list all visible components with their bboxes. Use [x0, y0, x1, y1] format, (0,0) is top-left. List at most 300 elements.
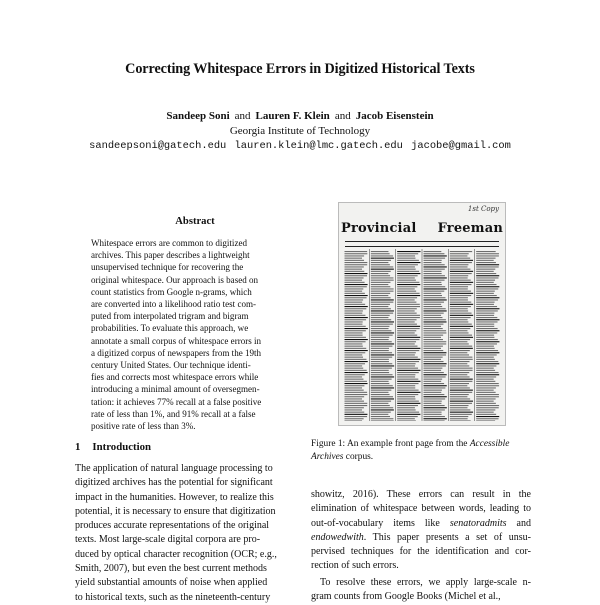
text-line: [345, 291, 363, 292]
text-line: [371, 365, 394, 366]
text-line: [476, 286, 499, 287]
text-line: [397, 297, 417, 298]
text-line: [424, 337, 442, 338]
body-line: to historical texts, such as the nineteenth-century: [75, 591, 271, 603]
text-line: [450, 348, 473, 349]
text-line: [371, 286, 391, 287]
text-line: [371, 387, 394, 388]
text-line: [397, 293, 419, 294]
text-line: [345, 383, 368, 384]
text-line: [345, 308, 367, 309]
text-line: [345, 275, 368, 276]
text-line: [371, 266, 393, 267]
text-line: [476, 280, 495, 281]
text-line: [476, 321, 497, 322]
text-line: [424, 326, 442, 327]
text-line: [371, 288, 394, 289]
text-line: [476, 352, 499, 353]
text-line: [424, 282, 442, 283]
text-line: [345, 401, 364, 402]
text-line: [397, 275, 417, 276]
text-line: [476, 339, 498, 340]
abstract-line: introducing a minimal amount of oversegmen-: [91, 384, 260, 395]
abstract-line: Whitespace errors are common to digitized: [91, 238, 247, 248]
text-line: [450, 379, 473, 380]
text-line: [476, 398, 495, 399]
text-line: [476, 379, 494, 380]
text-line: [397, 407, 415, 408]
text-line: [424, 319, 446, 320]
text-line: [345, 282, 365, 283]
text-line: [371, 264, 390, 265]
text-line: [424, 306, 443, 307]
text-line: [450, 310, 468, 311]
text-line: [371, 255, 393, 256]
body-line: Smith, 2007), but even the best current methods: [75, 563, 267, 575]
text-line: [397, 392, 420, 393]
text-line: [424, 357, 443, 358]
text-line: [476, 416, 499, 417]
text-line: [371, 357, 392, 358]
abstract-body: [91, 237, 291, 432]
text-line: [397, 337, 420, 338]
text-line: [345, 304, 366, 305]
text-line: [450, 352, 468, 353]
text-line: [476, 376, 496, 377]
text-line: [424, 341, 447, 342]
text-line: [450, 293, 473, 294]
section-title: Introduction: [92, 441, 152, 453]
text-line: [397, 328, 420, 329]
text-line: [476, 299, 498, 300]
text-line: [345, 335, 363, 336]
text-line: [476, 324, 494, 325]
abstract-line: rate of less than 1%, and 91% recall at a false: [91, 408, 256, 419]
text-line: [450, 297, 468, 298]
text-line: [371, 269, 394, 270]
text-line: [397, 409, 415, 410]
text-line: [345, 288, 364, 289]
text-line: [476, 414, 496, 415]
text-line: [371, 376, 394, 377]
text-line: [476, 326, 494, 327]
text-line: [476, 335, 494, 336]
text-line: [345, 370, 367, 371]
body-line: elimination of whitespace between words, leading: [311, 503, 520, 515]
text-line: [371, 313, 393, 314]
text-line: [450, 299, 468, 300]
text-line: [397, 339, 419, 340]
text-line: [424, 269, 445, 270]
body-line: To resolve these errors, we apply large-scale n-: [320, 576, 531, 588]
text-line: [371, 275, 390, 276]
text-line: [476, 401, 494, 402]
text-line: [397, 271, 419, 272]
text-line: [371, 306, 389, 307]
text-line: [371, 350, 389, 351]
body-line: . This paper presents a set of unsu-: [363, 531, 531, 543]
text-line: [476, 418, 498, 419]
text-line: [476, 293, 494, 294]
text-line: [397, 315, 420, 316]
text-line: [450, 385, 468, 386]
text-line: [371, 280, 394, 281]
text-line: [424, 394, 445, 395]
text-line: [371, 346, 393, 347]
text-line: [345, 361, 368, 362]
text-line: [450, 387, 470, 388]
text-line: [476, 409, 495, 410]
text-line: [397, 418, 415, 419]
text-line: [476, 264, 499, 265]
text-line: [345, 280, 363, 281]
text-line: [371, 343, 394, 344]
text-line: [397, 304, 420, 305]
text-line: [450, 295, 471, 296]
text-line: [424, 405, 445, 406]
text-line: [345, 352, 366, 353]
author-separator: and: [234, 110, 251, 122]
text-line: [397, 295, 420, 296]
text-line: [476, 284, 496, 285]
text-line: [424, 381, 442, 382]
text-line: [371, 383, 389, 384]
text-line: [476, 385, 499, 386]
text-line: [424, 321, 447, 322]
text-line: [397, 324, 417, 325]
author-emails: sandeepsoni@gatech.edu lauren.klein@lmc.gatech.edu jacobe@gmail.com: [89, 140, 511, 152]
text-line: [345, 324, 363, 325]
text-line: [345, 407, 364, 408]
text-line: [424, 412, 442, 413]
text-line: [371, 412, 391, 413]
newspaper-figure: [338, 202, 506, 426]
text-line: [450, 363, 468, 364]
text-line: [397, 370, 420, 371]
text-line: [450, 328, 471, 329]
text-line: [397, 390, 418, 391]
text-line: [424, 308, 446, 309]
text-line: [345, 306, 368, 307]
text-line: [450, 317, 471, 318]
text-line: [450, 354, 469, 355]
text-line: [450, 418, 468, 419]
text-line: [424, 379, 443, 380]
text-line: [476, 370, 495, 371]
text-line: [476, 368, 494, 369]
text-line: [397, 368, 418, 369]
text-line: [371, 302, 394, 303]
paragraph: [311, 488, 531, 574]
text-line: [371, 409, 394, 410]
text-line: [345, 317, 368, 318]
text-line: [476, 337, 494, 338]
text-line: [397, 359, 420, 360]
text-line: [345, 260, 365, 261]
text-line: [345, 339, 368, 340]
text-line: [476, 297, 499, 298]
text-line: [476, 383, 499, 384]
text-line: [424, 330, 447, 331]
text-line: [476, 330, 499, 331]
text-line: [345, 341, 366, 342]
body-line: The application of natural language processing to: [75, 463, 273, 474]
text-line: [345, 392, 368, 393]
text-line: [345, 310, 363, 311]
text-line: [424, 339, 443, 340]
text-line: [345, 379, 364, 380]
paper-title: Correcting Whitespace Errors in Digitized Historical Texts: [125, 61, 475, 77]
text-line: [397, 343, 415, 344]
text-line: [345, 255, 365, 256]
text-line: [424, 332, 447, 333]
text-line: [450, 277, 468, 278]
text-line: [424, 275, 445, 276]
text-line: [371, 304, 390, 305]
text-line: [424, 264, 445, 265]
text-line: [371, 271, 391, 272]
text-line: [397, 284, 420, 285]
text-line: [371, 390, 392, 391]
text-line: [476, 332, 497, 333]
text-line: [345, 302, 363, 303]
text-line: [371, 396, 393, 397]
text-line: [450, 337, 473, 338]
text-line: [424, 271, 442, 272]
text-line: [371, 372, 389, 373]
text-line: [397, 266, 415, 267]
text-line: [450, 251, 472, 252]
body-line: digitized archives has the potential for significant: [75, 477, 273, 489]
text-line: [397, 332, 415, 333]
example-term: endowedwith: [311, 531, 364, 543]
text-line: [424, 414, 442, 415]
text-line: [345, 374, 365, 375]
text-line: [371, 405, 390, 406]
text-line: [345, 295, 368, 296]
text-line: [476, 251, 495, 252]
abstract-line: count statistics from Google n-grams, which: [91, 286, 252, 297]
text-line: [371, 368, 392, 369]
text-line: [397, 291, 416, 292]
text-line: [397, 255, 415, 256]
text-line: [450, 396, 468, 397]
text-line: [424, 343, 447, 344]
body-line: gram counts from Google Books (Michel et al.,: [311, 591, 501, 603]
text-line: [397, 319, 416, 320]
masthead-right: Freeman: [437, 220, 503, 236]
text-line: [450, 407, 468, 408]
text-line: [345, 251, 368, 252]
text-line: [450, 374, 468, 375]
text-line: [345, 416, 368, 417]
text-line: [345, 319, 367, 320]
text-line: [424, 253, 445, 254]
text-line: [397, 310, 415, 311]
text-line: [371, 251, 389, 252]
body-line: duced by optical character recognition (OCR; e.g.,: [75, 548, 277, 560]
text-line: [476, 255, 499, 256]
text-line: [450, 313, 472, 314]
text-line: [450, 341, 468, 342]
text-line: [450, 262, 472, 263]
caption-suffix: corpus.: [343, 451, 374, 462]
author-list: [0, 110, 600, 122]
text-line: [450, 370, 473, 371]
text-line: [450, 398, 470, 399]
text-line: [450, 266, 468, 267]
text-line: [345, 266, 364, 267]
text-line: [450, 339, 470, 340]
text-line: [397, 286, 417, 287]
text-line: [397, 251, 420, 252]
text-line: [424, 260, 442, 261]
text-line: [476, 346, 494, 347]
text-line: [371, 420, 394, 421]
text-line: [424, 370, 442, 371]
text-line: [424, 418, 447, 419]
text-line: [424, 420, 445, 421]
text-line: [424, 387, 446, 388]
newspaper-columns: [343, 249, 501, 421]
text-line: [371, 317, 389, 318]
author-name: Sandeep Soni: [166, 110, 230, 122]
text-line: [450, 275, 468, 276]
abstract-line: are converted into a likelihood ratio test com-: [91, 299, 257, 310]
text-line: [371, 354, 394, 355]
newspaper-text-lines: [345, 249, 500, 421]
text-line: [476, 328, 497, 329]
text-line: [424, 288, 447, 289]
text-line: [345, 418, 364, 419]
text-line: [397, 376, 415, 377]
text-line: [371, 319, 391, 320]
text-line: [345, 269, 363, 270]
text-line: [397, 405, 418, 406]
text-line: [371, 414, 389, 415]
text-line: [424, 280, 445, 281]
text-line: [450, 420, 471, 421]
text-line: [397, 346, 417, 347]
text-line: [345, 258, 363, 259]
text-line: [476, 394, 499, 395]
text-line: [450, 284, 472, 285]
text-line: [476, 420, 495, 421]
text-line: [345, 387, 363, 388]
text-line: [345, 328, 368, 329]
body-line: impact in the humanities. However, to realize this: [75, 491, 274, 503]
body-line: pervised techniques for the identification and cor-: [311, 546, 531, 558]
text-line: [345, 277, 364, 278]
author-separator: and: [334, 110, 351, 122]
text-line: [397, 381, 420, 382]
body-line: yield substantial amounts of noise when applied: [75, 577, 268, 589]
text-line: [476, 343, 497, 344]
text-line: [476, 392, 495, 393]
text-line: [397, 269, 416, 270]
text-line: [397, 354, 415, 355]
text-line: [397, 361, 419, 362]
text-line: [345, 293, 365, 294]
text-line: [424, 383, 445, 384]
abstract-line: annotate a small corpus of whitespace errors in: [91, 335, 262, 346]
text-line: [371, 381, 389, 382]
text-line: [397, 335, 417, 336]
masthead-left: Provincial: [341, 220, 417, 236]
text-line: [424, 346, 443, 347]
text-line: [371, 284, 389, 285]
text-line: [345, 398, 363, 399]
text-line: [424, 407, 447, 408]
text-line: [345, 262, 368, 263]
text-line: [424, 273, 442, 274]
text-line: [450, 273, 472, 274]
text-line: [450, 376, 470, 377]
text-line: [424, 403, 442, 404]
text-line: [397, 365, 415, 366]
body-line: rection of such errors.: [311, 560, 399, 572]
text-line: [476, 412, 494, 413]
text-line: [345, 284, 368, 285]
text-line: [371, 337, 389, 338]
text-line: [476, 403, 496, 404]
text-line: [345, 354, 363, 355]
text-line: [371, 295, 389, 296]
text-line: [476, 291, 495, 292]
text-line: [476, 288, 498, 289]
text-line: [424, 262, 442, 263]
text-line: [476, 407, 499, 408]
text-line: [450, 269, 471, 270]
text-line: [371, 370, 389, 371]
text-line: [371, 339, 389, 340]
text-line: [450, 258, 470, 259]
text-line: [450, 255, 468, 256]
text-line: [424, 324, 444, 325]
text-line: [424, 390, 442, 391]
text-line: [450, 401, 473, 402]
text-line: [345, 372, 368, 373]
text-line: [424, 284, 442, 285]
text-line: [397, 277, 415, 278]
text-line: [450, 306, 471, 307]
text-line: [424, 251, 442, 252]
body-line: potential, it is necessary to ensure that digitization: [75, 505, 276, 517]
text-line: [424, 286, 446, 287]
text-line: [397, 302, 416, 303]
text-line: [397, 352, 416, 353]
text-line: [345, 313, 363, 314]
text-line: [397, 341, 416, 342]
text-line: [371, 374, 393, 375]
text-line: [450, 405, 469, 406]
text-line: [397, 326, 420, 327]
text-line: [476, 304, 494, 305]
text-line: [476, 357, 494, 358]
text-line: [476, 341, 499, 342]
text-line: [476, 253, 499, 254]
section-heading: [75, 441, 151, 453]
text-line: [397, 321, 415, 322]
text-line: [345, 365, 363, 366]
text-line: [397, 396, 415, 397]
text-line: [424, 354, 447, 355]
text-line: [476, 359, 495, 360]
text-line: [450, 381, 473, 382]
text-line: [371, 293, 390, 294]
text-line: [450, 414, 472, 415]
text-line: [397, 394, 418, 395]
